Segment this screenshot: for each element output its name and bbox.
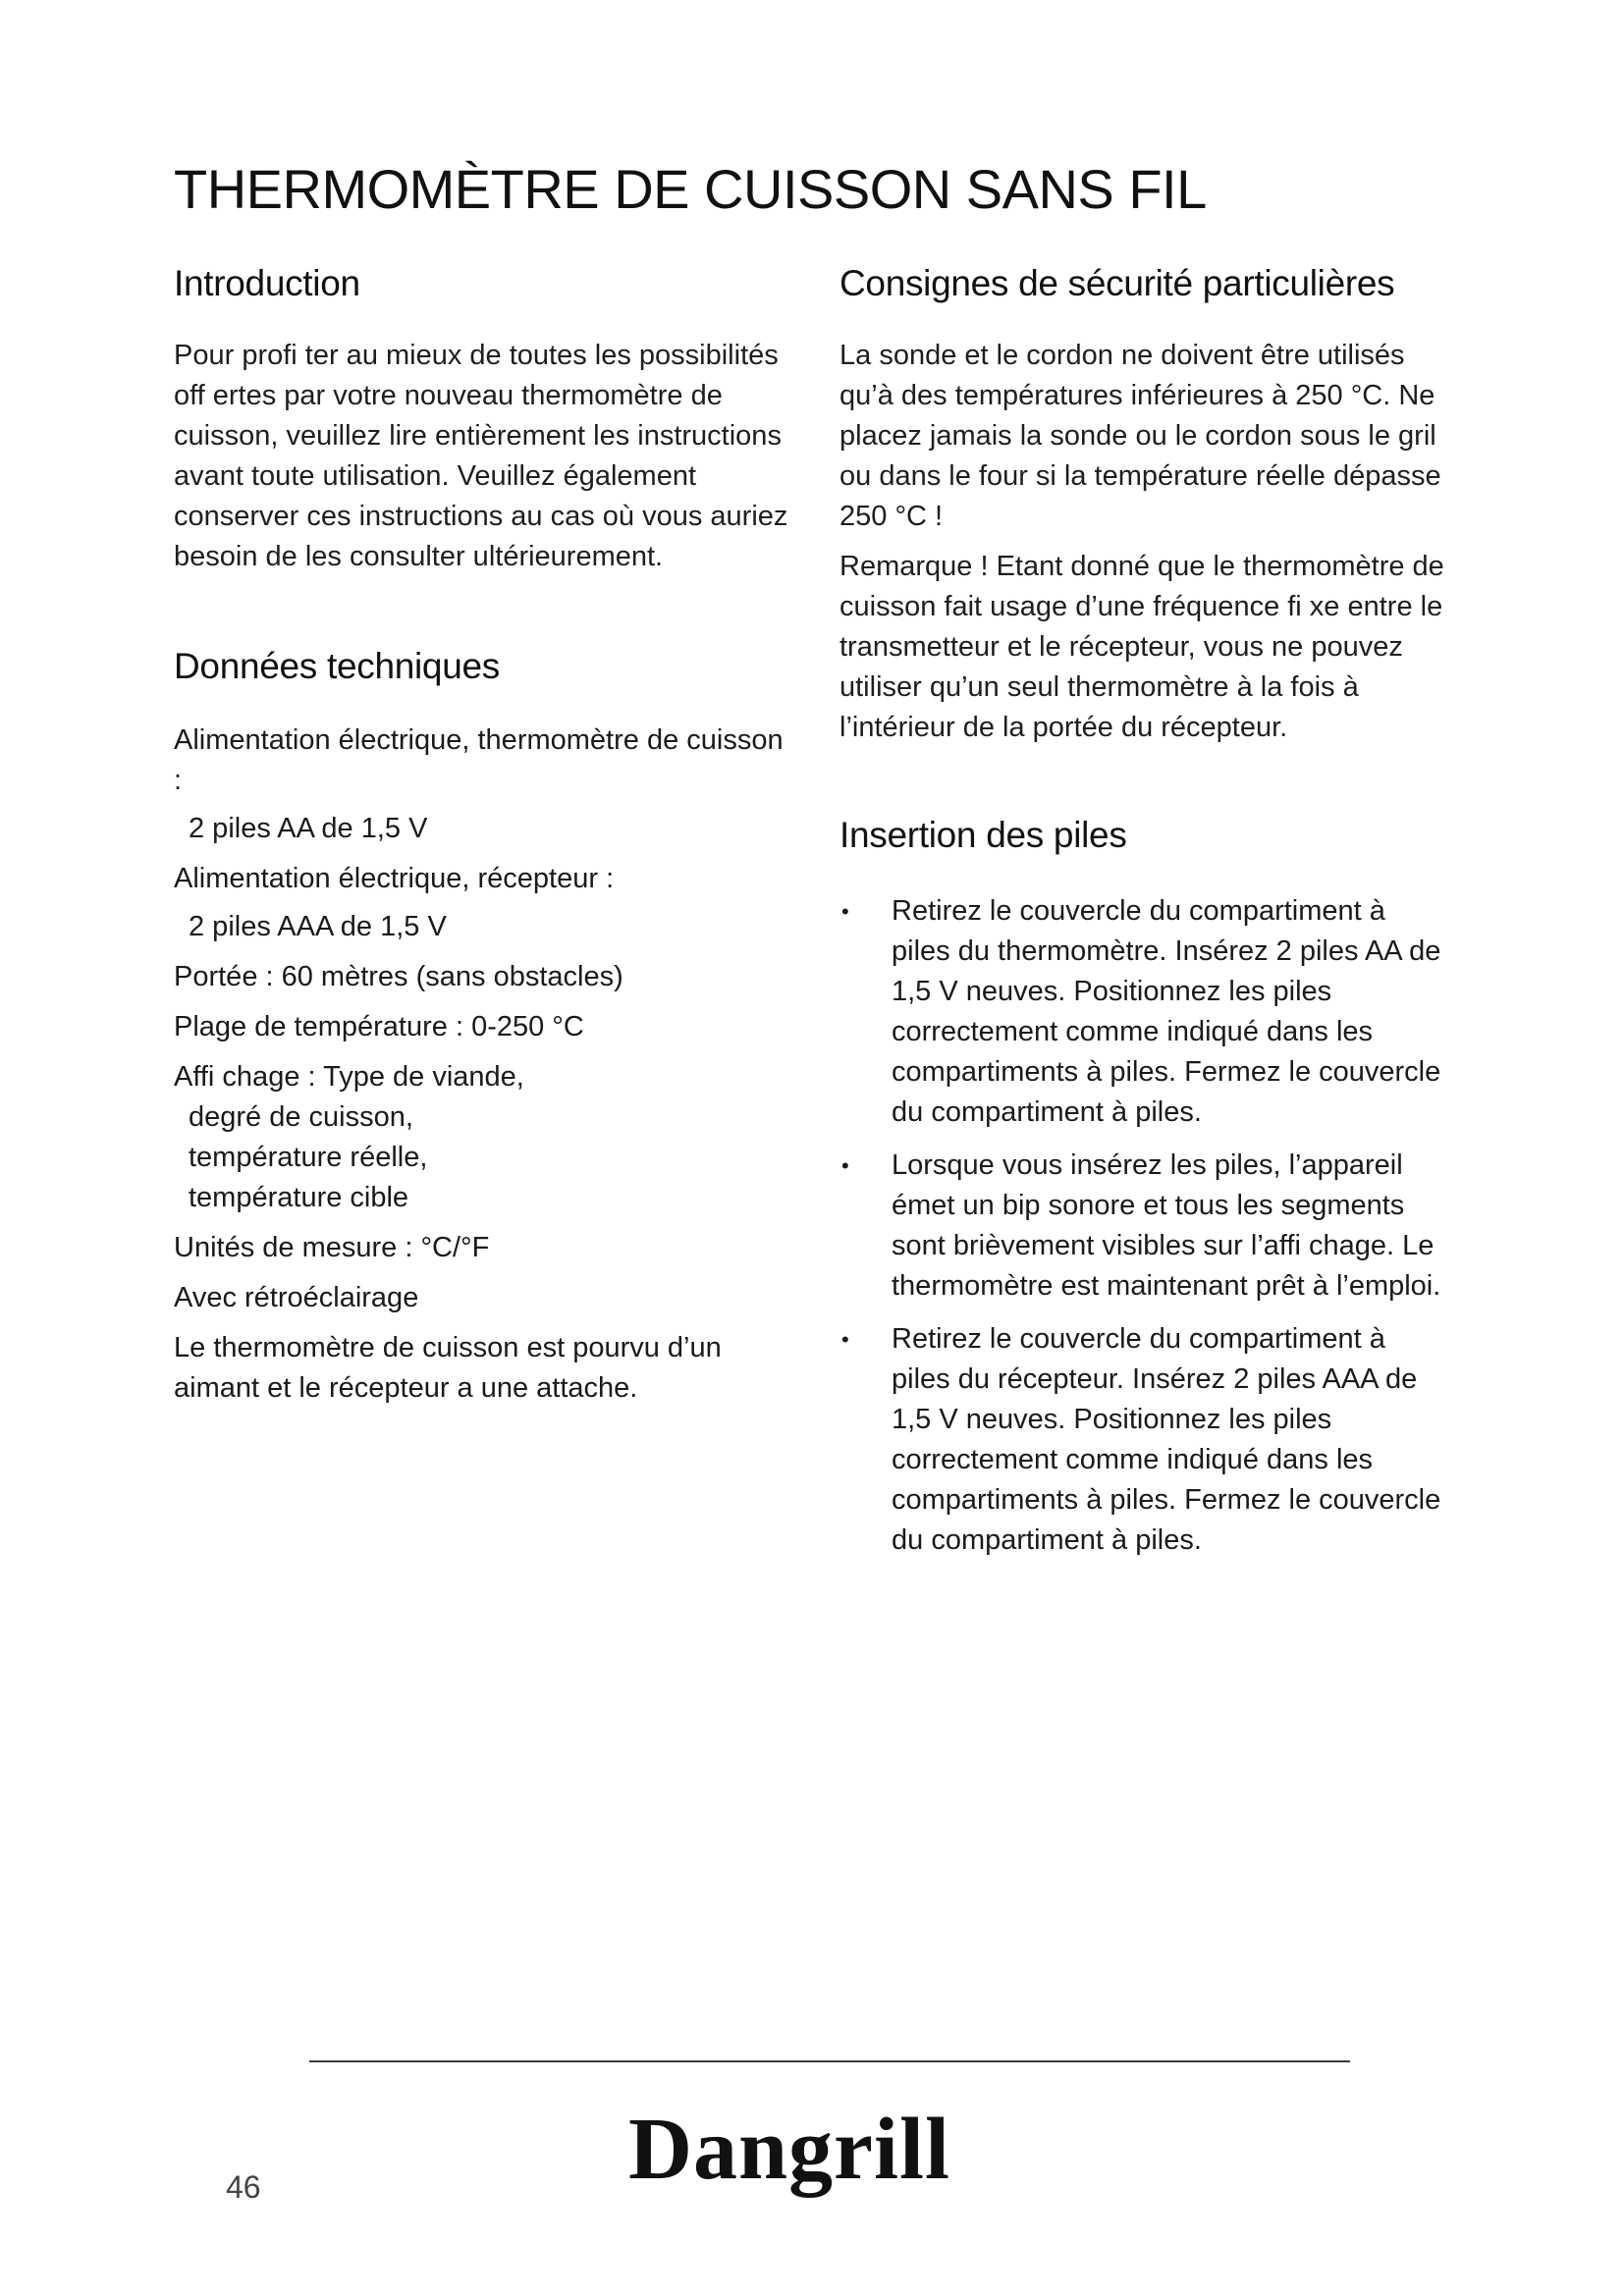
left-column	[174, 263, 792, 1418]
footer-divider	[309, 2060, 1350, 2062]
list-item	[839, 1319, 1448, 1561]
intro-heading: Introduction	[174, 263, 360, 303]
units-spec: Unités de mesure : °C/°F	[174, 1232, 490, 1263]
display-spec: Affi chage : Type de viande,	[174, 1061, 524, 1093]
power-receiver-label: Alimentation électrique, récepteur :	[174, 863, 615, 894]
safety-note: Remarque ! Etant donné que le thermomètre de cuisson fait usage d’une fréquence fi xe entre le transmetteur et le récepteur, vous ne pouvez utiliser qu’un seul thermomètre à la fois à l’intérieur de la portée du récepteur.	[839, 551, 1444, 743]
bullet-icon: •	[841, 899, 849, 924]
display-spec-line2: degré de cuisson,	[189, 1101, 413, 1133]
list-item-text: Retirez le couvercle du compartiment à piles du récepteur. Insérez 2 piles AAA de 1,5 V neuves. Positionnez les piles correctement comme indiqué dans les compartiments à piles. Fermez le couvercle du compartiment à piles.	[892, 1323, 1441, 1556]
temp-range-spec: Plage de température : 0-250 °C	[174, 1011, 584, 1042]
right-column	[839, 263, 1448, 1576]
brand-logo: Dangrill	[628, 2101, 951, 2198]
safety-text: La sonde et le cordon ne doivent être utilisés qu’à des températures inférieures à 250 °C. Ne placez jamais la sonde ou le cordon sous le gril ou dans le four si la température réelle dépasse 250 °C !	[839, 340, 1441, 532]
page-title: THERMOMÈTRE DE CUISSON SANS FIL	[174, 158, 1207, 220]
tech-spec-list	[174, 721, 792, 1409]
list-item	[839, 1146, 1448, 1307]
list-item-text: Lorsque vous insérez les piles, l’appareil émet un bip sonore et tous les segments sont brièvement visibles sur l’affi chage. Le thermomètre est maintenant prêt à l’emploi.	[892, 1149, 1441, 1302]
safety-heading: Consignes de sécurité particulières	[839, 263, 1395, 303]
display-spec-line4: température cible	[189, 1182, 409, 1213]
tech-heading: Données techniques	[174, 646, 500, 686]
range-spec: Portée : 60 mètres (sans obstacles)	[174, 961, 623, 992]
display-spec-line3: température réelle,	[189, 1142, 428, 1173]
backlight-spec: Avec rétroéclairage	[174, 1282, 419, 1313]
power-receiver-value: 2 piles AAA de 1,5 V	[189, 911, 447, 942]
intro-text: Pour profi ter au mieux de toutes les possibilités off ertes par votre nouveau thermomètre de cuisson, veuillez lire entièrement les instructions avant toute utilisation. Veuillez également conserver ces instructions au cas où vous auriez besoin de les consulter ultérieurement.	[174, 340, 788, 572]
bullet-icon: •	[841, 1327, 849, 1352]
batteries-heading: Insertion des piles	[839, 815, 1127, 855]
bullet-icon: •	[841, 1153, 849, 1178]
power-thermo-value: 2 piles AA de 1,5 V	[189, 813, 428, 844]
list-item	[839, 891, 1448, 1133]
batteries-list	[839, 891, 1448, 1561]
list-item-text: Retirez le couvercle du compartiment à piles du thermomètre. Insérez 2 piles AA de 1,5 V neuves. Positionnez les piles correctement comme indiqué dans les compartiments à piles. Fermez le couvercle du compartiment à piles.	[892, 895, 1441, 1128]
magnet-spec: Le thermomètre de cuisson est pourvu d’un aimant et le récepteur a une attache.	[174, 1332, 722, 1404]
power-thermo-label: Alimentation électrique, thermomètre de cuisson :	[174, 724, 784, 796]
page-number: 46	[226, 2169, 261, 2205]
